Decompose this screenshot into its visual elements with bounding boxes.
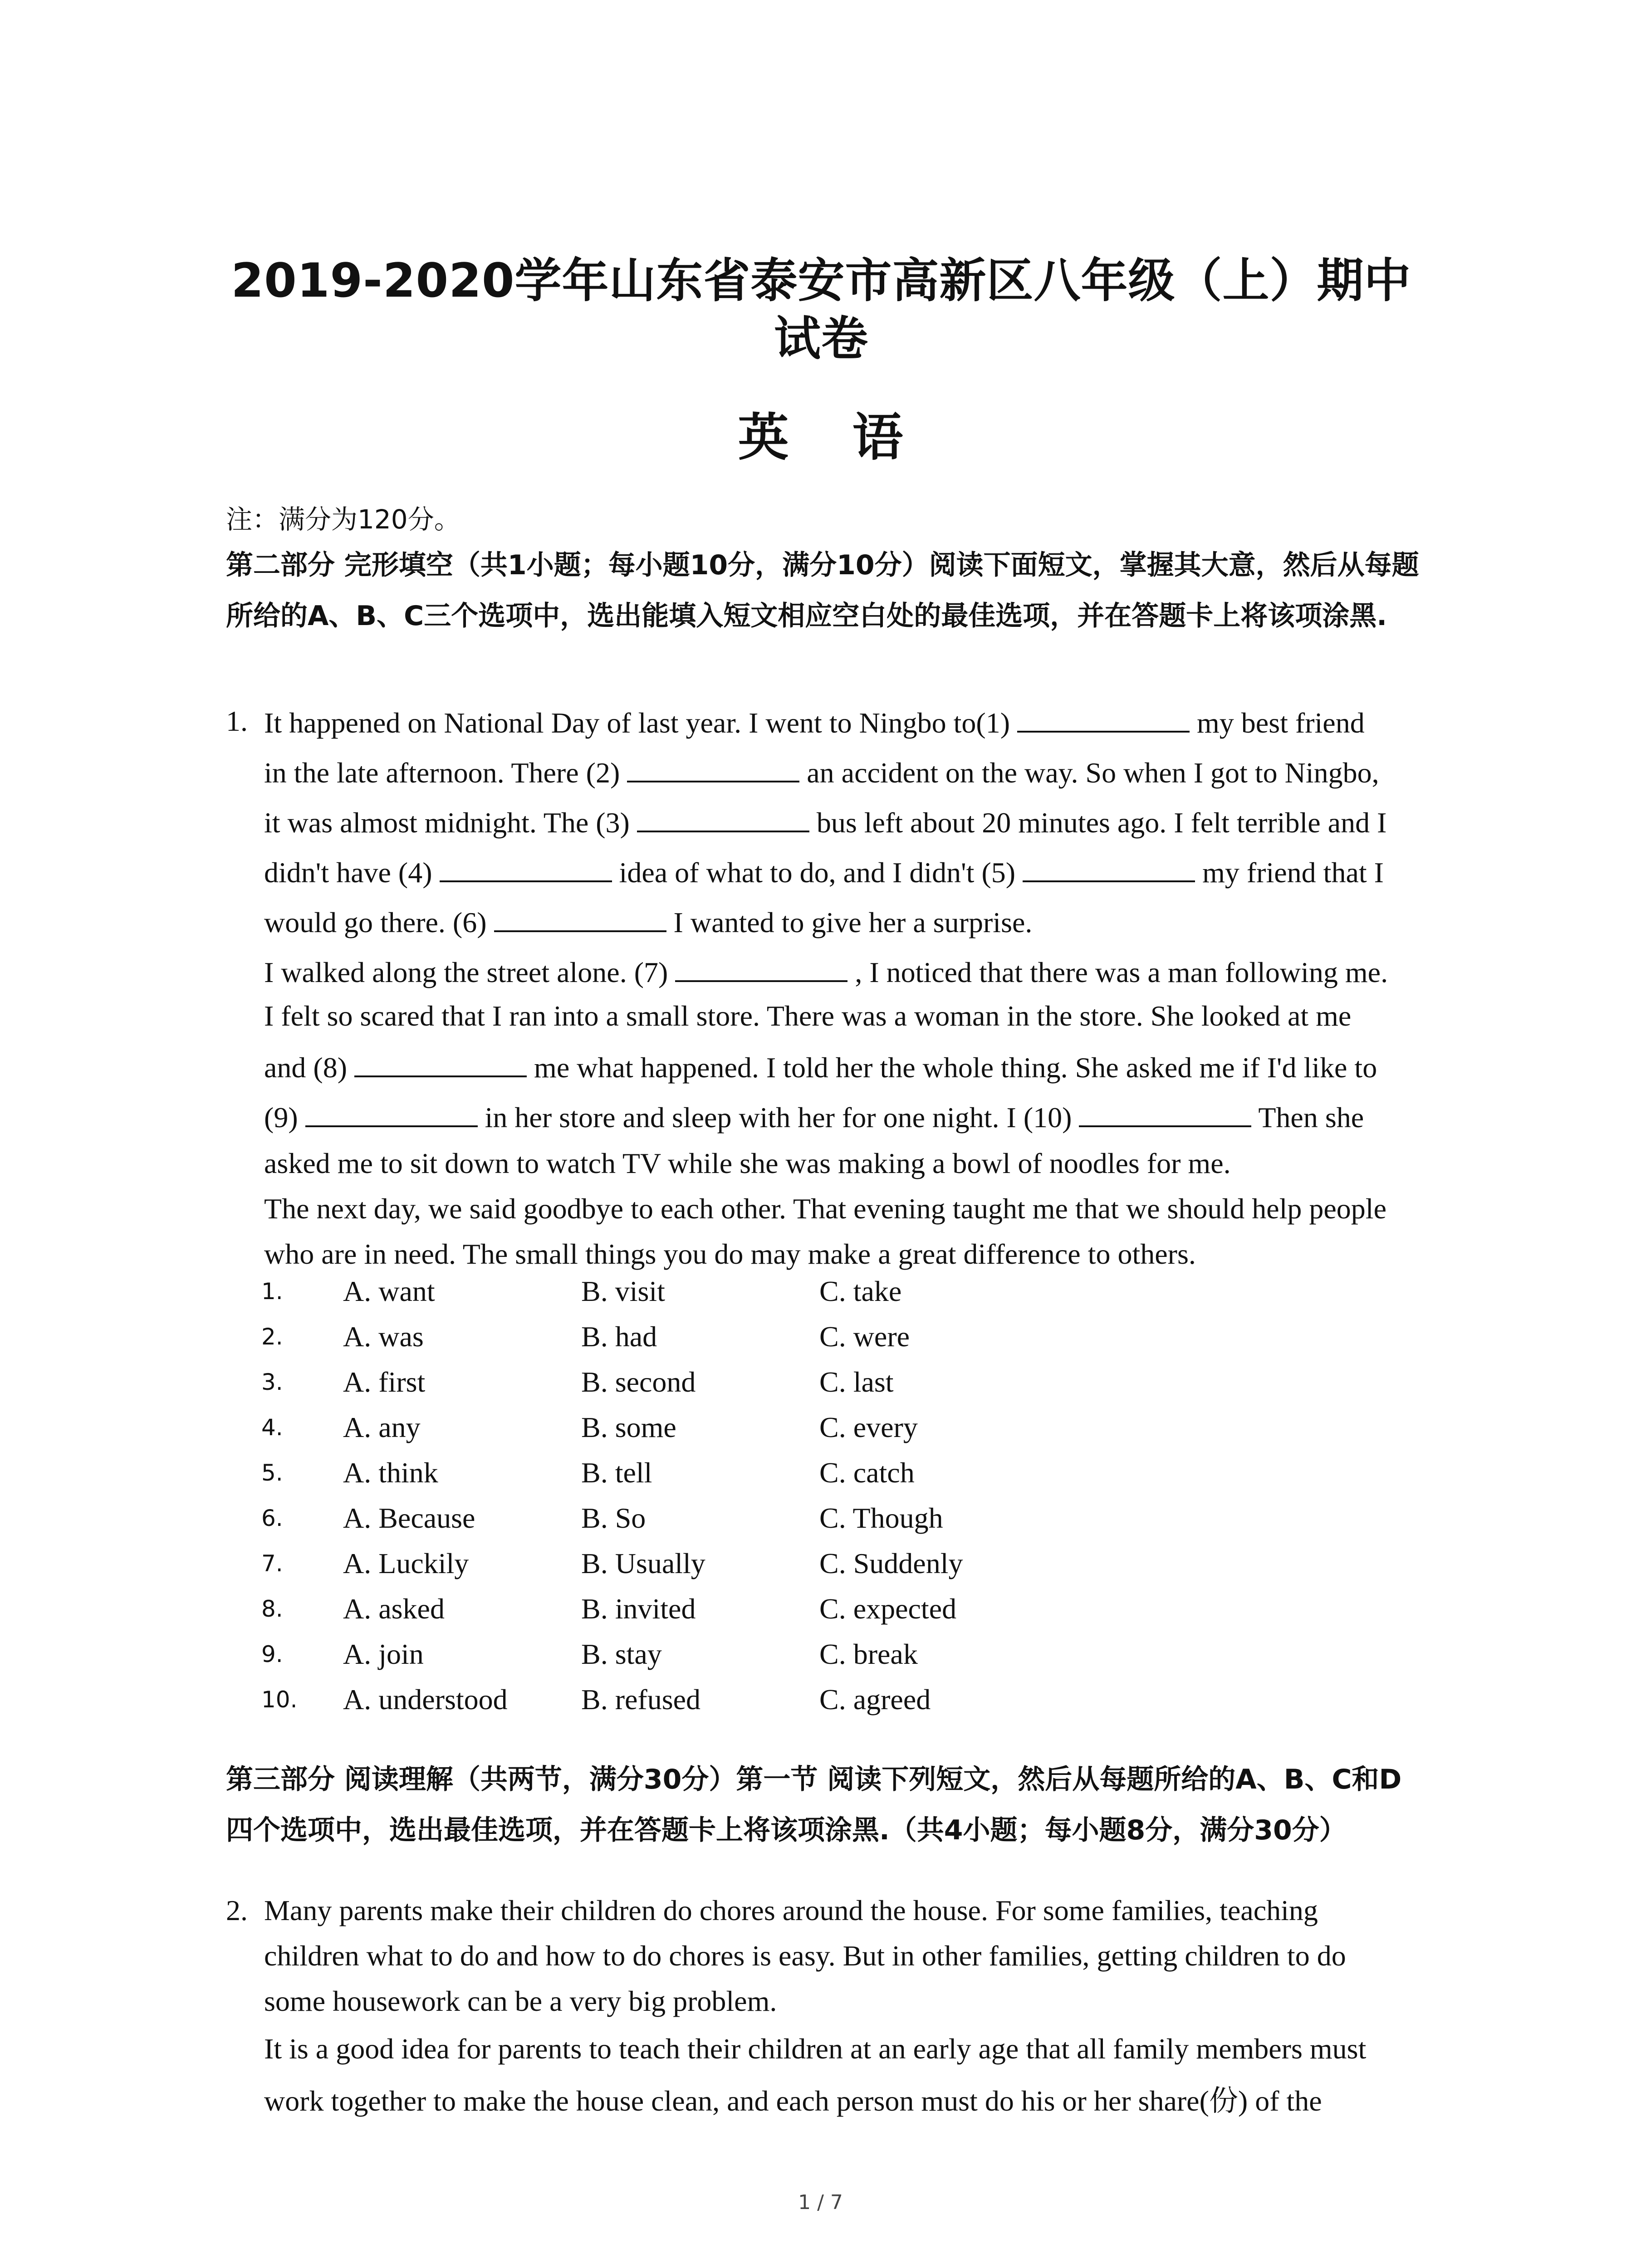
passage-text: didn't have (4) [264, 856, 440, 889]
passage-text: it was almost midnight. The (3) [264, 807, 637, 839]
option-a: A. join [343, 1638, 424, 1670]
option-b: B. Usually [581, 1547, 705, 1579]
option-row [226, 1365, 1133, 1411]
option-a: A. any [343, 1411, 421, 1443]
question-number: 1. [226, 705, 248, 737]
passage-line: some housework can be a very big problem. [264, 1985, 777, 2017]
option-a: A. understood [343, 1683, 508, 1716]
option-c: C. break [819, 1638, 918, 1670]
passage-text: , I noticed that there was a man following me. [847, 956, 1388, 988]
passage-text: I wanted to give her a surprise. [666, 906, 1033, 938]
option-row [226, 1683, 1133, 1728]
option-c: C. catch [819, 1457, 915, 1489]
subject-title [0, 397, 1641, 470]
option-c: C. last [819, 1366, 894, 1398]
option-row [226, 1637, 1133, 1683]
passage-line [264, 999, 1351, 1033]
option-row [226, 1592, 1133, 1637]
passage-text: would go there. (6) [264, 906, 494, 938]
option-row [226, 1411, 1133, 1456]
option-number: 5. [261, 1460, 283, 1486]
option-b: B. refused [581, 1683, 701, 1716]
option-a: A. want [343, 1275, 435, 1307]
option-b: B. visit [581, 1275, 665, 1307]
answer-blank [1023, 854, 1195, 882]
option-c: C. Suddenly [819, 1547, 963, 1579]
option-row [226, 1456, 1133, 1501]
question-number: 2. [226, 1894, 248, 1926]
passage-text: Then she [1251, 1101, 1364, 1134]
options-list [226, 1275, 1133, 1728]
option-row [226, 1501, 1133, 1547]
part2-heading: 第二部分 完形填空（共1小题；每小题10分，满分10分）阅读下面短文，掌握其大意，然后从每题所给的A、B、C三个选项中，选出能填入短文相应空白处的最佳选项，并在答题卡上将该项涂黑. [226, 549, 1419, 632]
passage-text: idea of what to do, and I didn't (5) [612, 856, 1023, 889]
passage-text: my best friend [1190, 707, 1365, 739]
option-c: C. were [819, 1320, 910, 1353]
answer-blank [675, 954, 847, 982]
option-a: A. Luckily [343, 1547, 469, 1579]
option-number: 7. [261, 1550, 283, 1577]
passage-line [264, 1099, 1364, 1134]
passage-line [264, 1147, 1231, 1180]
option-a: A. Because [343, 1502, 475, 1534]
option-row [226, 1320, 1133, 1365]
passage-line: children what to do and how to do chores is easy. But in other families, getting children to do [264, 1940, 1346, 1972]
option-row [226, 1275, 1133, 1320]
passage-text: asked me to sit down to watch TV while she was making a bowl of noodles for me. [264, 1147, 1231, 1179]
option-a: A. first [343, 1366, 426, 1398]
option-number: 4. [261, 1414, 283, 1441]
option-b: B. had [581, 1320, 657, 1353]
passage-text: I walked along the street alone. (7) [264, 956, 676, 988]
passage-text: (9) [264, 1101, 305, 1134]
part3-heading: 第三部分 阅读理解（共两节，满分30分）第一节 阅读下列短文，然后从每题所给的A、B、C和D四个选项中，选出最佳选项，并在答题卡上将该项涂黑.（共4小题；每小题8分，满分30分） [226, 1764, 1402, 1846]
answer-blank [627, 754, 799, 782]
score-note: 注：满分为120分。 [226, 504, 460, 535]
passage-text: who are in need. The small things you do may make a great difference to others. [264, 1238, 1196, 1270]
answer-blank [1079, 1099, 1251, 1127]
answer-blank [440, 854, 612, 882]
option-number: 9. [261, 1641, 283, 1667]
passage-text: an accident on the way. So when I got to Ningbo, [799, 757, 1379, 789]
answer-blank [494, 904, 666, 932]
option-number: 8. [261, 1596, 283, 1622]
passage-line [264, 904, 1032, 939]
subject-char-1: 英 [738, 408, 789, 467]
option-b: B. some [581, 1411, 676, 1443]
passage-line [264, 754, 1379, 790]
answer-blank [354, 1049, 527, 1077]
option-c: C. take [819, 1275, 902, 1307]
passage-line [264, 854, 1384, 890]
option-number: 10. [261, 1686, 298, 1713]
passage-text: I felt so scared that I ran into a small store. There was a woman in the store. She looked at me [264, 1000, 1352, 1032]
answer-blank [637, 804, 809, 832]
passage-text: in her store and sleep with her for one night. I (10) [477, 1101, 1079, 1134]
passage-line [264, 704, 1365, 740]
passage-line: Many parents make their children do chores around the house. For some families, teaching [264, 1894, 1318, 1926]
passage-line [264, 804, 1386, 840]
option-c: C. agreed [819, 1683, 931, 1716]
option-c: C. every [819, 1411, 918, 1443]
option-number: 6. [261, 1505, 283, 1531]
option-a: A. think [343, 1457, 438, 1489]
passage-line: It is a good idea for parents to teach their children at an early age that all family members must [264, 2033, 1367, 2065]
passage-line: work together to make the house clean, and each person must do his or her share(份) of the [264, 2085, 1322, 2117]
option-number: 2. [261, 1324, 283, 1350]
option-c: C. expected [819, 1593, 957, 1625]
option-b: B. So [581, 1502, 646, 1534]
passage-text: and (8) [264, 1051, 355, 1084]
passage-line [264, 954, 1388, 989]
answer-blank [1017, 704, 1190, 733]
option-a: A. asked [343, 1593, 445, 1625]
answer-blank [305, 1099, 478, 1127]
page-number: 1 / 7 [798, 2191, 843, 2214]
option-number: 3. [261, 1369, 283, 1395]
passage-line [264, 1237, 1196, 1271]
subject-char-2: 语 [852, 408, 903, 467]
option-b: B. stay [581, 1638, 662, 1670]
option-b: B. second [581, 1366, 696, 1398]
passage-text: bus left about 20 minutes ago. I felt terrible and I [809, 807, 1387, 839]
passage-text: in the late afternoon. There (2) [264, 757, 627, 789]
page-title: 2019-2020学年山东省泰安市高新区八年级（上）期中试卷 [231, 254, 1411, 366]
option-c: C. Though [819, 1502, 943, 1534]
passage-text: me what happened. I told her the whole thing. She asked me if I'd like to [527, 1051, 1377, 1084]
option-b: B. tell [581, 1457, 652, 1489]
passage-line [264, 1192, 1386, 1226]
option-row [226, 1547, 1133, 1592]
option-a: A. was [343, 1320, 424, 1353]
passage-text: my friend that I [1195, 856, 1384, 889]
passage-text: The next day, we said goodbye to each other. That evening taught me that we should help people [264, 1193, 1386, 1225]
option-b: B. invited [581, 1593, 696, 1625]
option-number: 1. [261, 1278, 283, 1305]
passage-text: It happened on National Day of last year. I went to Ningbo to(1) [264, 707, 1017, 739]
passage-line [264, 1049, 1377, 1085]
